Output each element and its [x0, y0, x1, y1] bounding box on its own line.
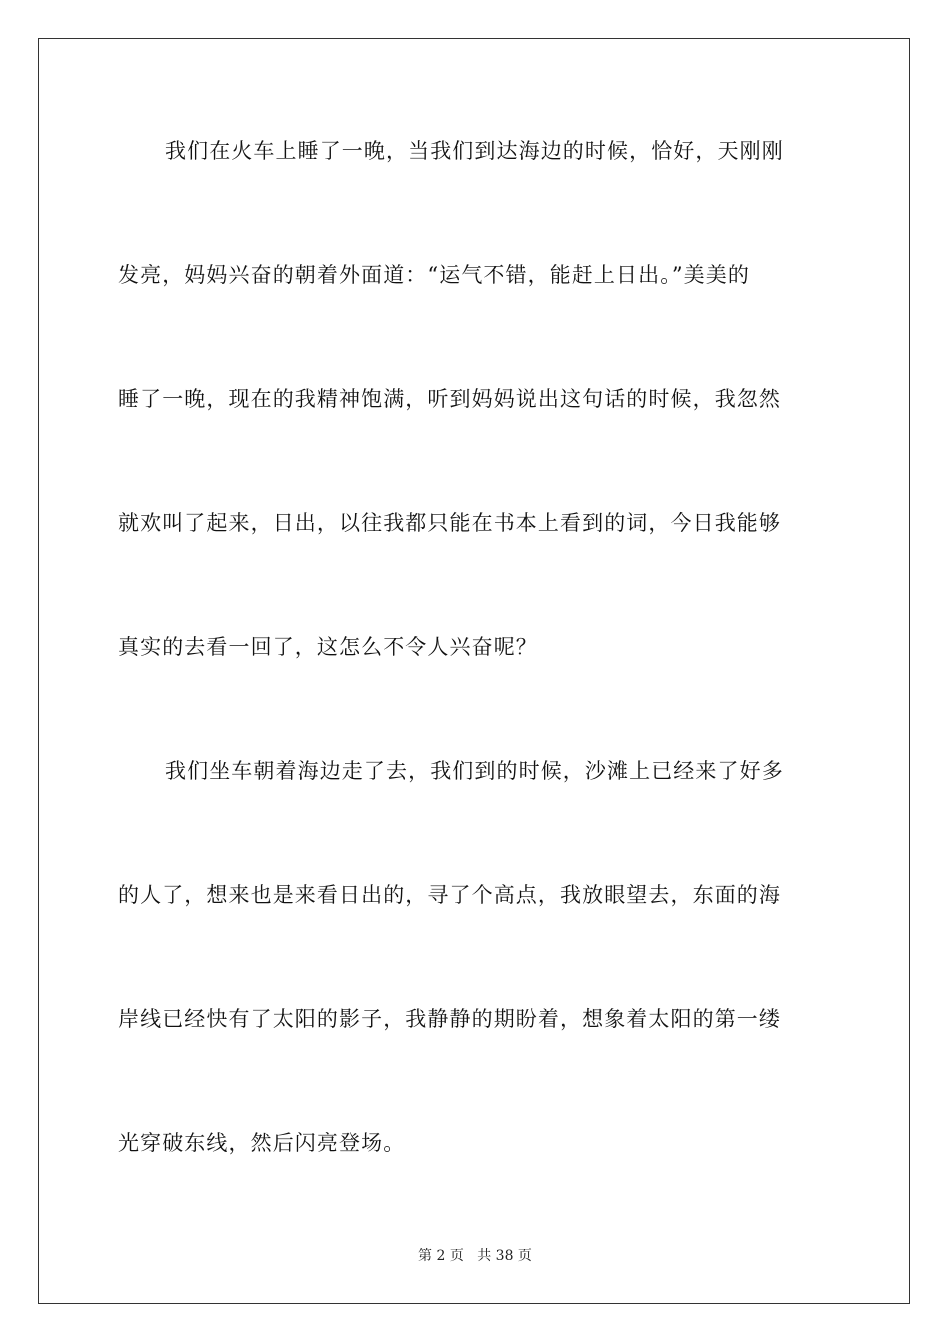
paragraph-2-line-2: 的人了，想来也是来看日出的，寻了个高点，我放眼望去，东面的海	[118, 883, 781, 907]
paragraph-1-line-2: 发亮，妈妈兴奋的朝着外面道：“运气不错，能赶上日出。”美美的	[118, 263, 750, 287]
page-number: 第 2 页	[418, 1248, 464, 1264]
paragraph-1-line-3: 睡了一晚，现在的我精神饱满，听到妈妈说出这句话的时候，我忽然	[118, 387, 781, 411]
paragraph-2-line-3: 岸线已经快有了太阳的影子，我静静的期盼着，想象着太阳的第一缕	[118, 1007, 781, 1031]
page-footer	[0, 1247, 950, 1265]
paragraph-2-line-4: 光穿破东线，然后闪亮登场。	[118, 1131, 406, 1155]
page-total: 共 38 页	[477, 1248, 532, 1264]
page-border	[38, 38, 910, 1304]
paragraph-1-line-1: 我们在火车上睡了一晚，当我们到达海边的时候，恰好，天刚刚	[165, 139, 784, 163]
paragraph-1-line-5: 真实的去看一回了，这怎么不令人兴奋呢？	[118, 635, 538, 659]
paragraph-2-line-1: 我们坐车朝着海边走了去，我们到的时候，沙滩上已经来了好多	[165, 759, 784, 783]
paragraph-1-line-4: 就欢叫了起来，日出，以往我都只能在书本上看到的词，今日我能够	[118, 511, 781, 535]
